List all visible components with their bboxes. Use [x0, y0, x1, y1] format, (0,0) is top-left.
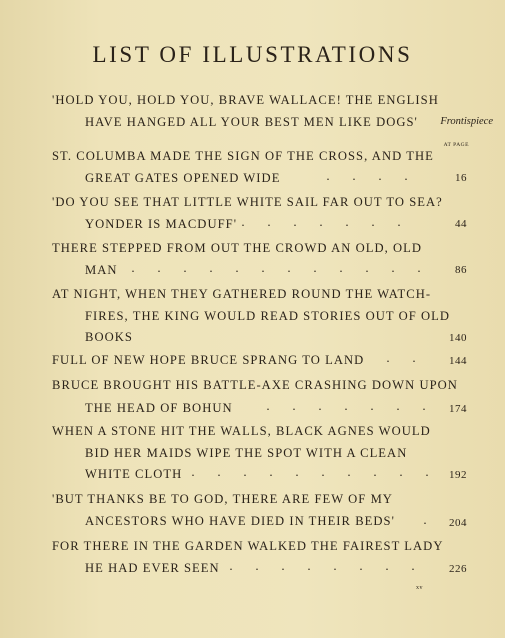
- page-number-entry-6: 144: [449, 355, 467, 367]
- leader-dots: . . . . . . . . . . . .: [131, 260, 421, 275]
- illustration-entry-2-line-1: ST. COLUMBA MADE THE SIGN OF THE CROSS, AND THE: [52, 149, 434, 163]
- illustration-entry-7-line-1: BRUCE BROUGHT HIS BATTLE-AXE CRASHING DOWN UPON: [52, 378, 458, 392]
- illustration-entry-1-line-1: 'HOLD YOU, HOLD YOU, BRAVE WALLACE! THE ENGLISH: [52, 93, 439, 107]
- illustration-entry-10-line-1: FOR THERE IN THE GARDEN WALKED THE FAIREST LADY: [52, 539, 444, 553]
- illustration-entry-8-line-2: BID HER MAIDS WIPE THE SPOT WITH A CLEAN: [85, 446, 408, 460]
- page-title: LIST OF ILLUSTRATIONS: [92, 42, 413, 67]
- page-number-entry-4: 86: [455, 264, 467, 276]
- illustration-entry-3-line-1: 'DO YOU SEE THAT LITTLE WHITE SAIL FAR OUT TO SEA?: [52, 195, 443, 209]
- leader-dots: . . . . . . .: [241, 214, 401, 229]
- illustration-entry-4-line-2: MAN: [85, 263, 118, 277]
- illustration-entry-1-line-2: HAVE HANGED ALL YOUR BEST MEN LIKE DOGS': [85, 115, 418, 129]
- page-number-entry-9: 204: [449, 517, 467, 529]
- illustration-entry-6-line-1: FULL OF NEW HOPE BRUCE SPRANG TO LAND: [52, 353, 365, 367]
- illustration-entry-10-line-2: HE HAD EVER SEEN: [85, 561, 220, 575]
- page-folio: xv: [416, 585, 423, 591]
- illustration-entry-8-line-3: WHITE CLOTH: [85, 467, 183, 481]
- page-number-entry-5: 140: [449, 332, 467, 344]
- page-number-entry-2: 16: [455, 172, 467, 184]
- illustration-entry-5-line-1: AT NIGHT, WHEN THEY GATHERED ROUND THE WATCH-: [52, 287, 432, 301]
- illustration-entry-4-line-1: THERE STEPPED FROM OUT THE CROWD AN OLD, OLD: [52, 241, 423, 255]
- illustration-entry-7-line-2: THE HEAD OF BOHUN: [85, 401, 233, 415]
- leader-dots: . . . . . . . . . .: [191, 464, 429, 479]
- page-number-entry-10: 226: [449, 563, 467, 575]
- illustration-entry-9-line-2: ANCESTORS WHO HAVE DIED IN THEIR BEDS': [85, 514, 395, 528]
- page-number-entry-8: 192: [449, 469, 467, 481]
- page-number-entry-3: 44: [455, 218, 467, 230]
- illustration-entry-8-line-1: WHEN A STONE HIT THE WALLS, BLACK AGNES WOULD: [52, 424, 431, 438]
- at-page-label: AT PAGE: [443, 142, 469, 148]
- leader-dots: . . . . . . . .: [229, 558, 415, 573]
- page-number-entry-7: 174: [449, 403, 467, 415]
- illustration-entry-2-line-2: GREAT GATES OPENED WIDE: [85, 171, 281, 185]
- leader-dots: . . . . . . .: [266, 398, 426, 413]
- illustration-entry-5-line-3: BOOKS: [85, 330, 133, 344]
- leader-dots: .: [423, 512, 427, 527]
- illustration-entry-9-line-1: 'BUT THANKS BE TO GOD, THERE ARE FEW OF MY: [52, 492, 393, 506]
- leader-dots: . .: [386, 350, 416, 365]
- illustration-entry-3-line-2: YONDER IS MACDUFF': [85, 217, 238, 231]
- leader-dots: . . . .: [326, 168, 408, 183]
- illustration-entry-5-line-2: FIRES, THE KING WOULD READ STORIES OUT OF OLD: [85, 309, 451, 323]
- frontispiece-label: Frontispiece: [440, 116, 493, 127]
